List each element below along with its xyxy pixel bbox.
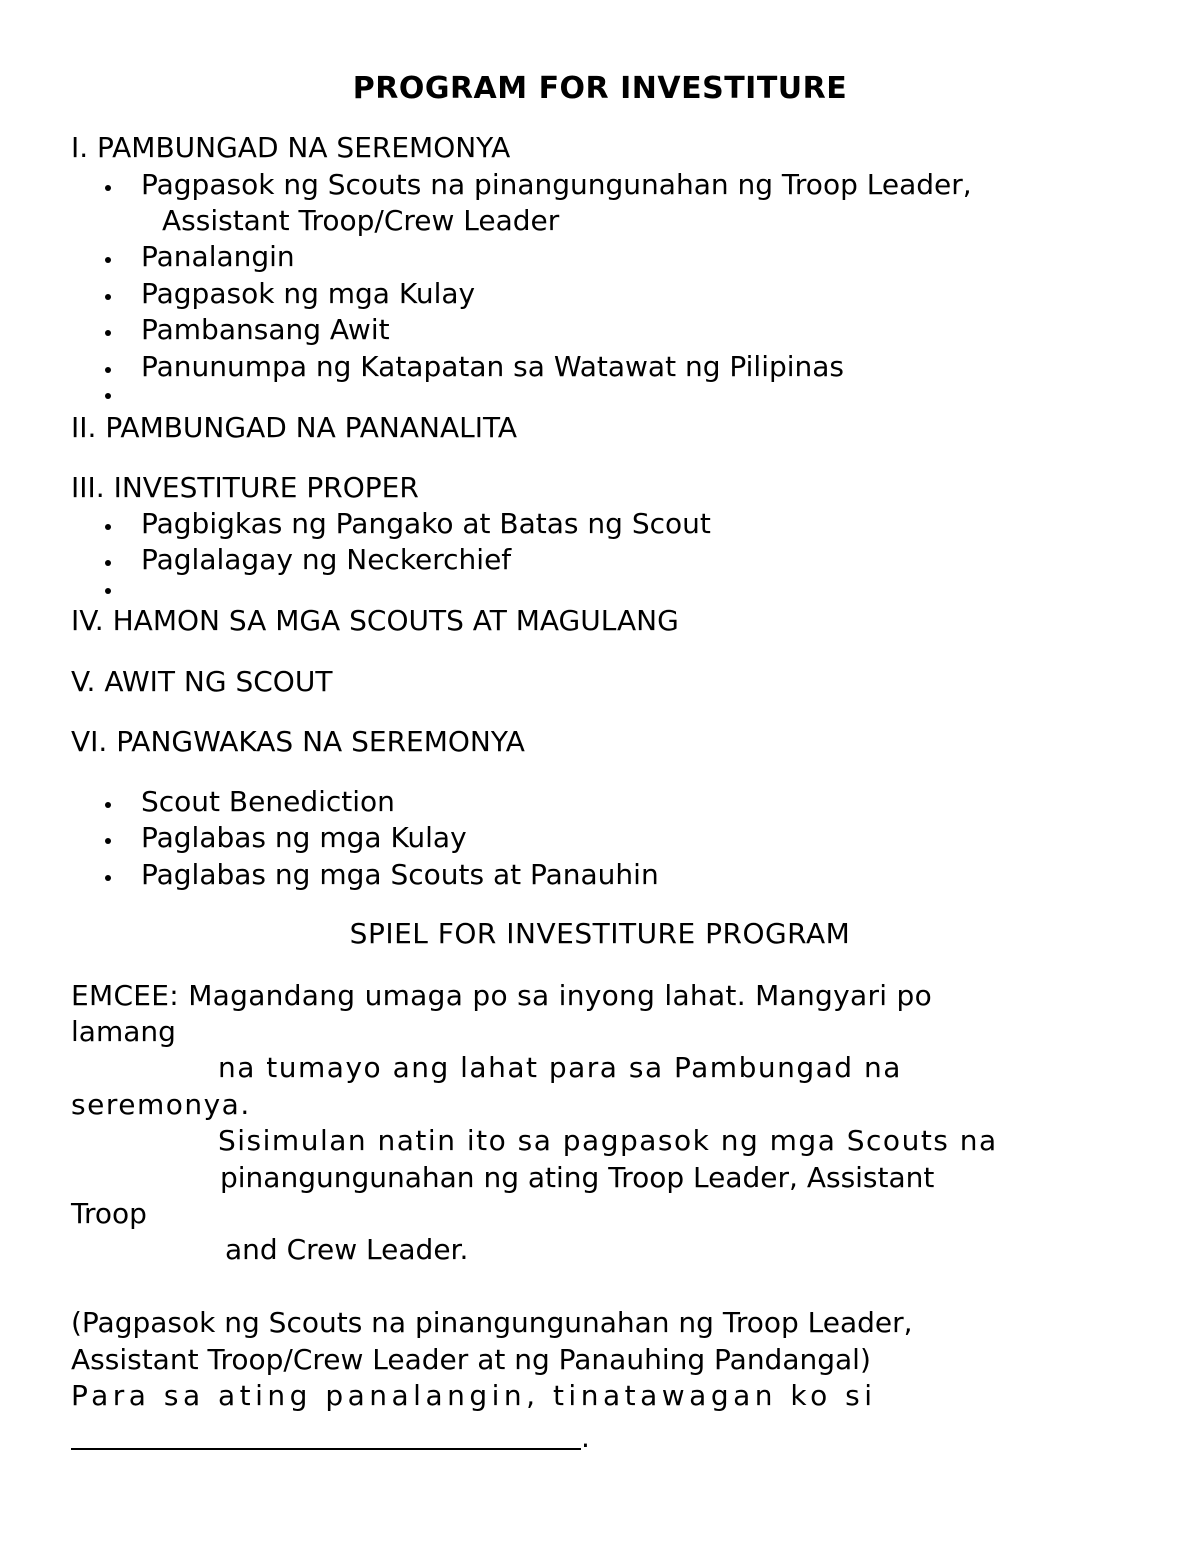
stage-note-line: (Pagpasok ng Scouts na pinangungunahan ng Troop Leader, [71, 1306, 913, 1339]
prayer-line: Para sa ating panalangin, tinatawagan ko si [71, 1379, 877, 1412]
list-item: Pambansang Awit [141, 313, 390, 346]
bullet-icon [105, 802, 111, 808]
list-item: Paglalagay ng Neckerchief [141, 543, 512, 576]
list-item: Panunumpa ng Katapatan sa Watawat ng Pilipinas [141, 350, 845, 383]
spiel-line: na tumayo ang lahat para sa Pambungad na [218, 1051, 902, 1084]
list-item: Pagpasok ng mga Kulay [141, 277, 476, 310]
section-heading-5: V. AWIT NG SCOUT [71, 665, 333, 698]
bullet-icon [105, 185, 111, 191]
list-item: Pagpasok ng Scouts na pinangungunahan ng Troop Leader, [141, 168, 972, 201]
bullet-icon [105, 560, 111, 566]
spiel-line: Sisimulan natin ito sa pagpasok ng mga Scouts na [218, 1124, 998, 1157]
list-item: Pagbigkas ng Pangako at Batas ng Scout [141, 507, 711, 540]
list-item: Panalangin [141, 240, 295, 273]
bullet-icon [105, 294, 111, 300]
list-item: Paglabas ng mga Kulay [141, 821, 467, 854]
spiel-line: Troop [71, 1197, 147, 1230]
bullet-icon [105, 330, 111, 336]
section-heading-4: IV. HAMON SA MGA SCOUTS AT MAGULANG [71, 604, 679, 637]
bullet-icon [105, 367, 111, 373]
spiel-line: lamang [71, 1015, 176, 1048]
empty-bullet-icon [105, 393, 111, 399]
list-item: Paglabas ng mga Scouts at Panauhin [141, 858, 659, 891]
blank-period: . [581, 1421, 590, 1454]
spiel-title: SPIEL FOR INVESTITURE PROGRAM [349, 917, 851, 950]
list-item: Scout Benediction [141, 785, 395, 818]
list-item-continuation: Assistant Troop/Crew Leader [162, 204, 560, 237]
spiel-line: pinangungunahan ng ating Troop Leader, Assistant [220, 1161, 935, 1194]
fill-in-blank [71, 1448, 581, 1450]
bullet-icon [105, 524, 111, 530]
bullet-icon [105, 257, 111, 263]
section-heading-1: I. PAMBUNGAD NA SEREMONYA [71, 131, 511, 164]
section-heading-3: III. INVESTITURE PROPER [71, 471, 419, 504]
section-heading-2: II. PAMBUNGAD NA PANANALITA [71, 411, 518, 444]
bullet-icon [105, 875, 111, 881]
stage-note-line: Assistant Troop/Crew Leader at ng Panauhing Pandangal) [71, 1343, 871, 1376]
spiel-line: and Crew Leader. [225, 1233, 469, 1266]
bullet-icon [105, 838, 111, 844]
empty-bullet-icon [105, 588, 111, 594]
section-heading-6: VI. PANGWAKAS NA SEREMONYA [71, 725, 525, 758]
document-title: PROGRAM FOR INVESTITURE [352, 71, 848, 106]
spiel-line: EMCEE: Magandang umaga po sa inyong lahat. Mangyari po [71, 979, 933, 1012]
spiel-line: seremonya. [71, 1088, 251, 1121]
